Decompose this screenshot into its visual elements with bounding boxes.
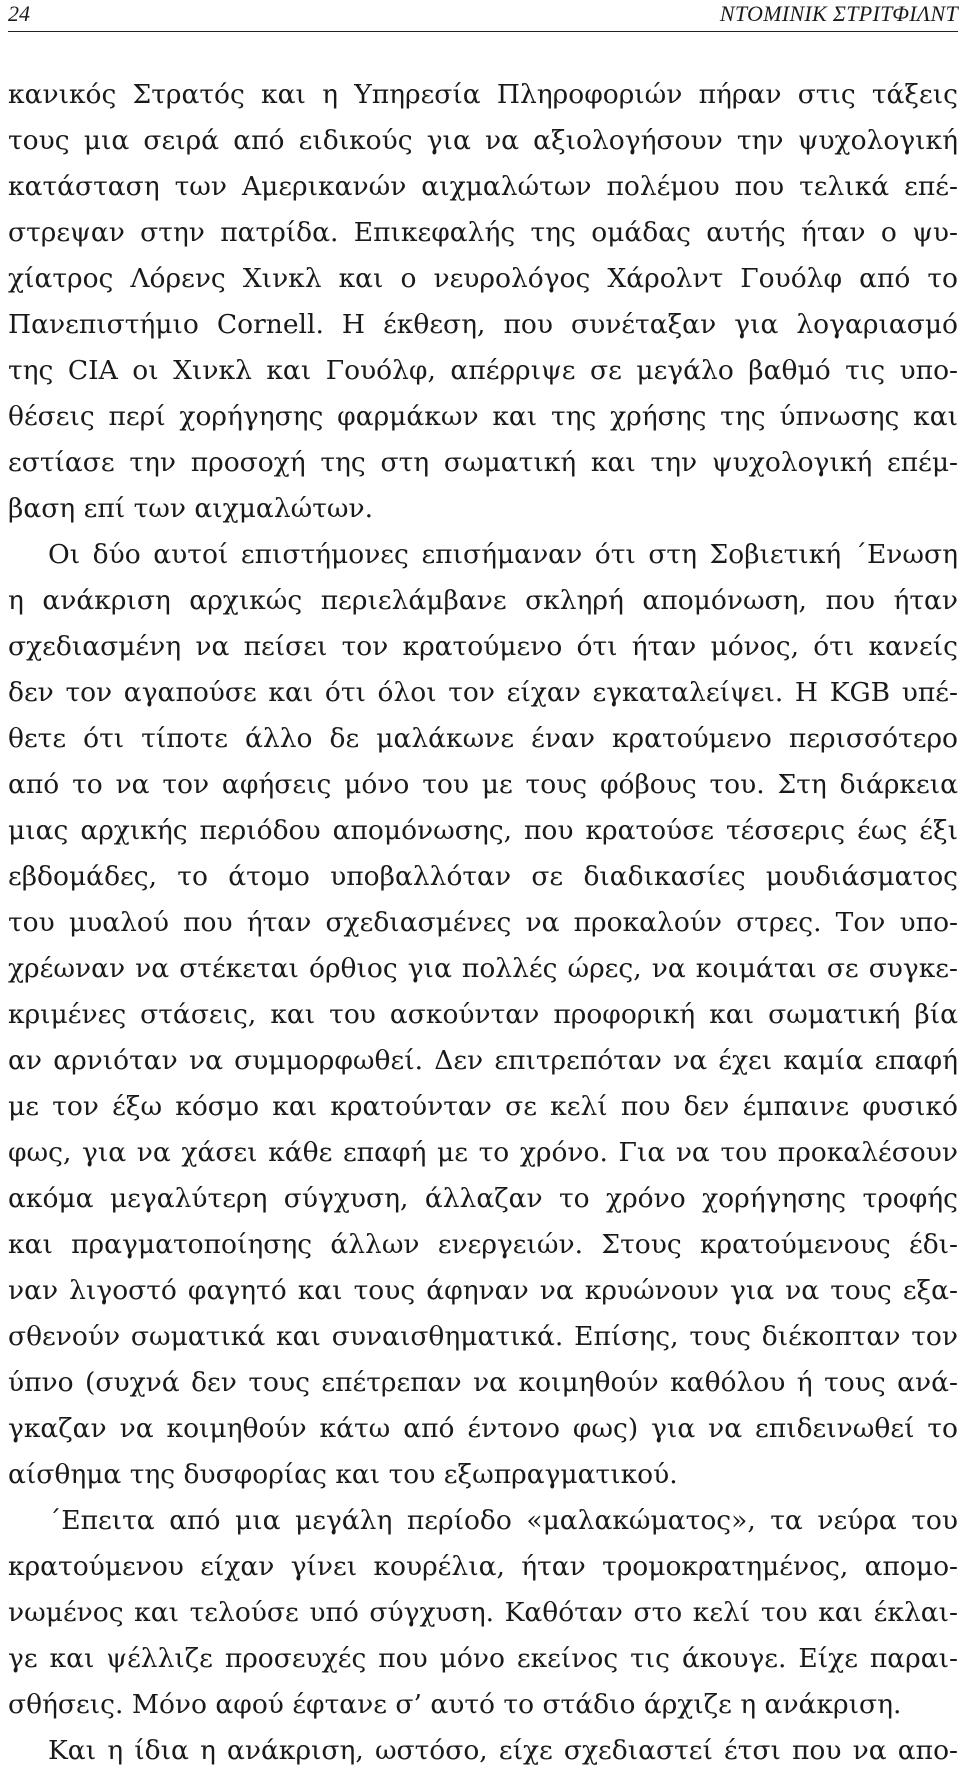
text-line: Και η ίδια η ανάκριση, ωστόσο, είχε σχεδιαστεί έτσι που να απο-	[48, 1735, 958, 1766]
text-line: η ανάκριση αρχικώς περιελάμβανε σκληρή απομόνωση, που ήταν	[8, 585, 958, 616]
text-line: Οι δύο αυτοί επιστήμονες επισήμαναν ότι στη Σοβιετική ΄Ενωση	[48, 539, 958, 570]
text-line: θέσεις περί χορήγησης φαρμάκων και της χρήσης της ύπνωσης και	[8, 401, 958, 432]
text-line: κριμένες στάσεις, και του ασκούνταν προφορική και σωματική βία	[8, 999, 958, 1030]
text-line: σθενούν σωματικά και συναισθηματικά. Επίσης, τους διέκοπταν τον	[8, 1321, 958, 1352]
text-line: θετε ότι τίποτε άλλο δε μαλάκωνε έναν κρατούμενο περισσότερο	[8, 723, 958, 754]
text-line: σθήσεις. Μόνο αφού έφτανε σ’ αυτό το στάδιο άρχιζε η ανάκριση.	[8, 1689, 902, 1720]
text-line: χρέωναν να στέκεται όρθιος για πολλές ώρες, να κοιμάται σε συγκε-	[8, 953, 958, 984]
page-header	[8, 0, 958, 32]
text-line: αίσθημα της δυσφορίας και του εξωπραγματικού.	[8, 1459, 678, 1490]
text-line: εστίασε την προσοχή της στη σωματική και την ψυχολογική επέμ-	[8, 447, 958, 478]
text-line: κρατούμενου είχαν γίνει κουρέλια, ήταν τρομοκρατημένος, απομο-	[8, 1551, 958, 1582]
text-line: αν αρνιόταν να συμμορφωθεί. Δεν επιτρεπόταν να έχει καμία επαφή	[8, 1045, 958, 1076]
text-line: με τον έξω κόσμο και κρατούνταν σε κελί που δεν έμπαινε φυσικό	[8, 1091, 958, 1122]
text-line: χίατρος Λόρενς Χινκλ και ο νευρολόγος Χάρολντ Γουόλφ από το	[8, 263, 958, 294]
text-line: τους μια σειρά από ειδικούς για να αξιολογήσουν την ψυχολογική	[8, 125, 958, 156]
text-line: γε και ψέλλιζε προσευχές που μόνο εκείνος τις άκουγε. Είχε παραι-	[8, 1643, 958, 1674]
text-line: κανικός Στρατός και η Υπηρεσία Πληροφοριών πήραν στις τάξεις	[8, 79, 958, 110]
text-line: Πανεπιστήμιο Cornell. Η έκθεση, που συνέταξαν για λογαριασμό	[8, 309, 958, 340]
text-line: ΄Επειτα από μια μεγάλη περίοδο «μαλακώματος», τα νεύρα του	[48, 1505, 958, 1536]
text-line: νωμένος και τελούσε υπό σύγχυση. Καθόταν στο κελί του και έκλαι-	[8, 1597, 958, 1628]
text-line: της CIA οι Χινκλ και Γουόλφ, απέρριψε σε μεγάλο βαθμό τις υπο-	[8, 355, 958, 386]
text-line: από το να τον αφήσεις μόνο του με τους φόβους του. Στη διάρκεια	[8, 769, 958, 800]
text-line: γκαζαν να κοιμηθούν κάτω από έντονο φως) για να επιδεινωθεί το	[8, 1413, 958, 1444]
text-line: βαση επί των αιχμαλώτων.	[8, 493, 374, 524]
text-line: στρεψαν στην πατρίδα. Επικεφαλής της ομάδας αυτής ήταν ο ψυ-	[8, 217, 958, 248]
text-line: ύπνο (συχνά δεν τους επέτρεπαν να κοιμηθούν καθόλου ή τους ανά-	[8, 1367, 958, 1398]
text-line: ακόμα μεγαλύτερη σύγχυση, άλλαζαν το χρόνο χορήγησης τροφής	[8, 1183, 958, 1214]
body-text	[8, 72, 958, 1774]
running-head: ΝΤΟΜΙΝΙΚ ΣΤΡΙΤΦΙΛΝΤ	[719, 1, 958, 26]
text-line: εβδομάδες, το άτομο υποβαλλόταν σε διαδικασίες μουδιάσματος	[8, 861, 958, 892]
page-number: 24	[8, 1, 30, 26]
text-line: κατάσταση των Αμερικανών αιχμαλώτων πολέμου που τελικά επέ-	[8, 171, 958, 202]
text-line: μιας αρχικής περιόδου απομόνωσης, που κρατούσε τέσσερις έως έξι	[8, 815, 958, 846]
text-line: σχεδιασμένη να πείσει τον κρατούμενο ότι ήταν μόνος, ότι κανείς	[8, 631, 958, 662]
text-line: και πραγματοποίησης άλλων ενεργειών. Στους κρατούμενους έδι-	[8, 1229, 958, 1260]
text-line: φως, για να χάσει κάθε επαφή με το χρόνο. Για να του προκαλέσουν	[8, 1137, 958, 1168]
text-line: του μυαλού που ήταν σχεδιασμένες να προκαλούν στρες. Τον υπο-	[8, 907, 958, 938]
text-line: δεν τον αγαπούσε και ότι όλοι τον είχαν εγκαταλείψει. Η KGB υπέ-	[8, 677, 958, 708]
text-line: ναν λιγοστό φαγητό και τους άφηναν να κρυώνουν για να τους εξα-	[8, 1275, 958, 1306]
